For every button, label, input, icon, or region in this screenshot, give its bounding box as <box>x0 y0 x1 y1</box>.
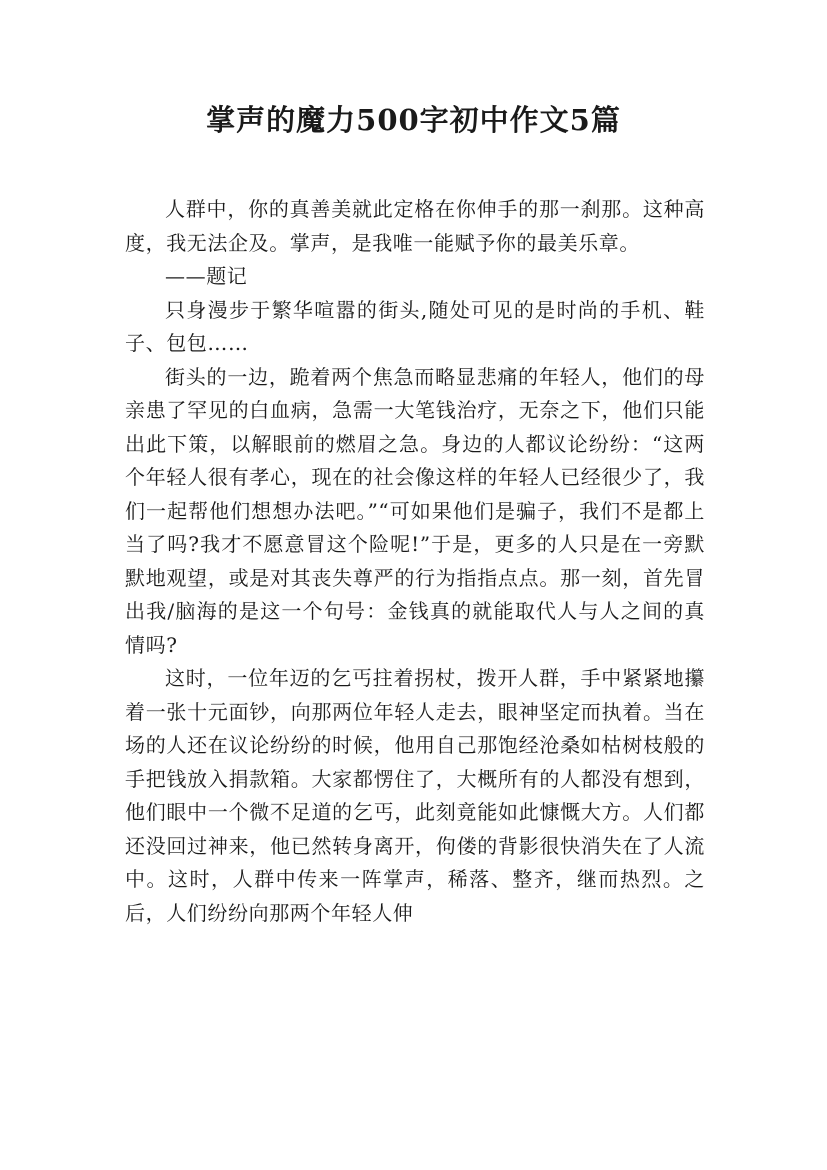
paragraph-young-people: 街头的一边，跪着两个焦急而略显悲痛的年轻人，他们的母亲患了罕见的白血病，急需一大笔钱治疗，无奈之下，他们只能出此下策，以解眼前的燃眉之急。身边的人都议论纷纷：“这两个年轻人很有孝心，现在的社会像这样的年轻人已经很少了，我们一起帮他们想想办法吧。”“可如果他们是骗子，我们不是都上当了吗?我才不愿意冒这个险呢!”于是，更多的人只是在一旁默默地观望，或是对其丧失尊严的行为指指点点。那一刻，首先冒出我/脑海的是这一个句号：金钱真的就能取代人与人之间的真情吗? <box>125 364 705 657</box>
paragraph-epigraph: 人群中，你的真善美就此定格在你伸手的那一刹那。这种高度，我无法企及。掌声，是我唯一能赋予你的最美乐章。 <box>125 197 705 255</box>
paragraph-beggar: 这时，一位年迈的乞丐拄着拐杖，拨开人群，手中紧紧地攥着一张十元面钞，向那两位年轻人走去，眼神坚定而执着。当在场的人还在议论纷纷的时候，他用自己那饱经沧桑如枯树枝般的手把钱放入捐款箱。大家都愣住了，大概所有的人都没有想到，他们眼中一个微不足道的乞丐，此刻竟能如此慷慨大方。人们都还没回过神来，他已然转身离开，佝偻的背影很快消失在了人流中。这时，人群中传来一阵掌声，稀落、整齐，继而热烈。之后，人们纷纷向那两个年轻人伸 <box>125 666 705 925</box>
paragraph-epigraph-attribution: ——题记 <box>165 264 248 288</box>
document-title: 掌声的魔力500字初中作文5篇 <box>206 103 621 137</box>
paragraph-street: 只身漫步于繁华喧嚣的街头,随处可见的是时尚的手机、鞋子、包包…… <box>125 297 705 355</box>
document-body <box>125 193 705 930</box>
